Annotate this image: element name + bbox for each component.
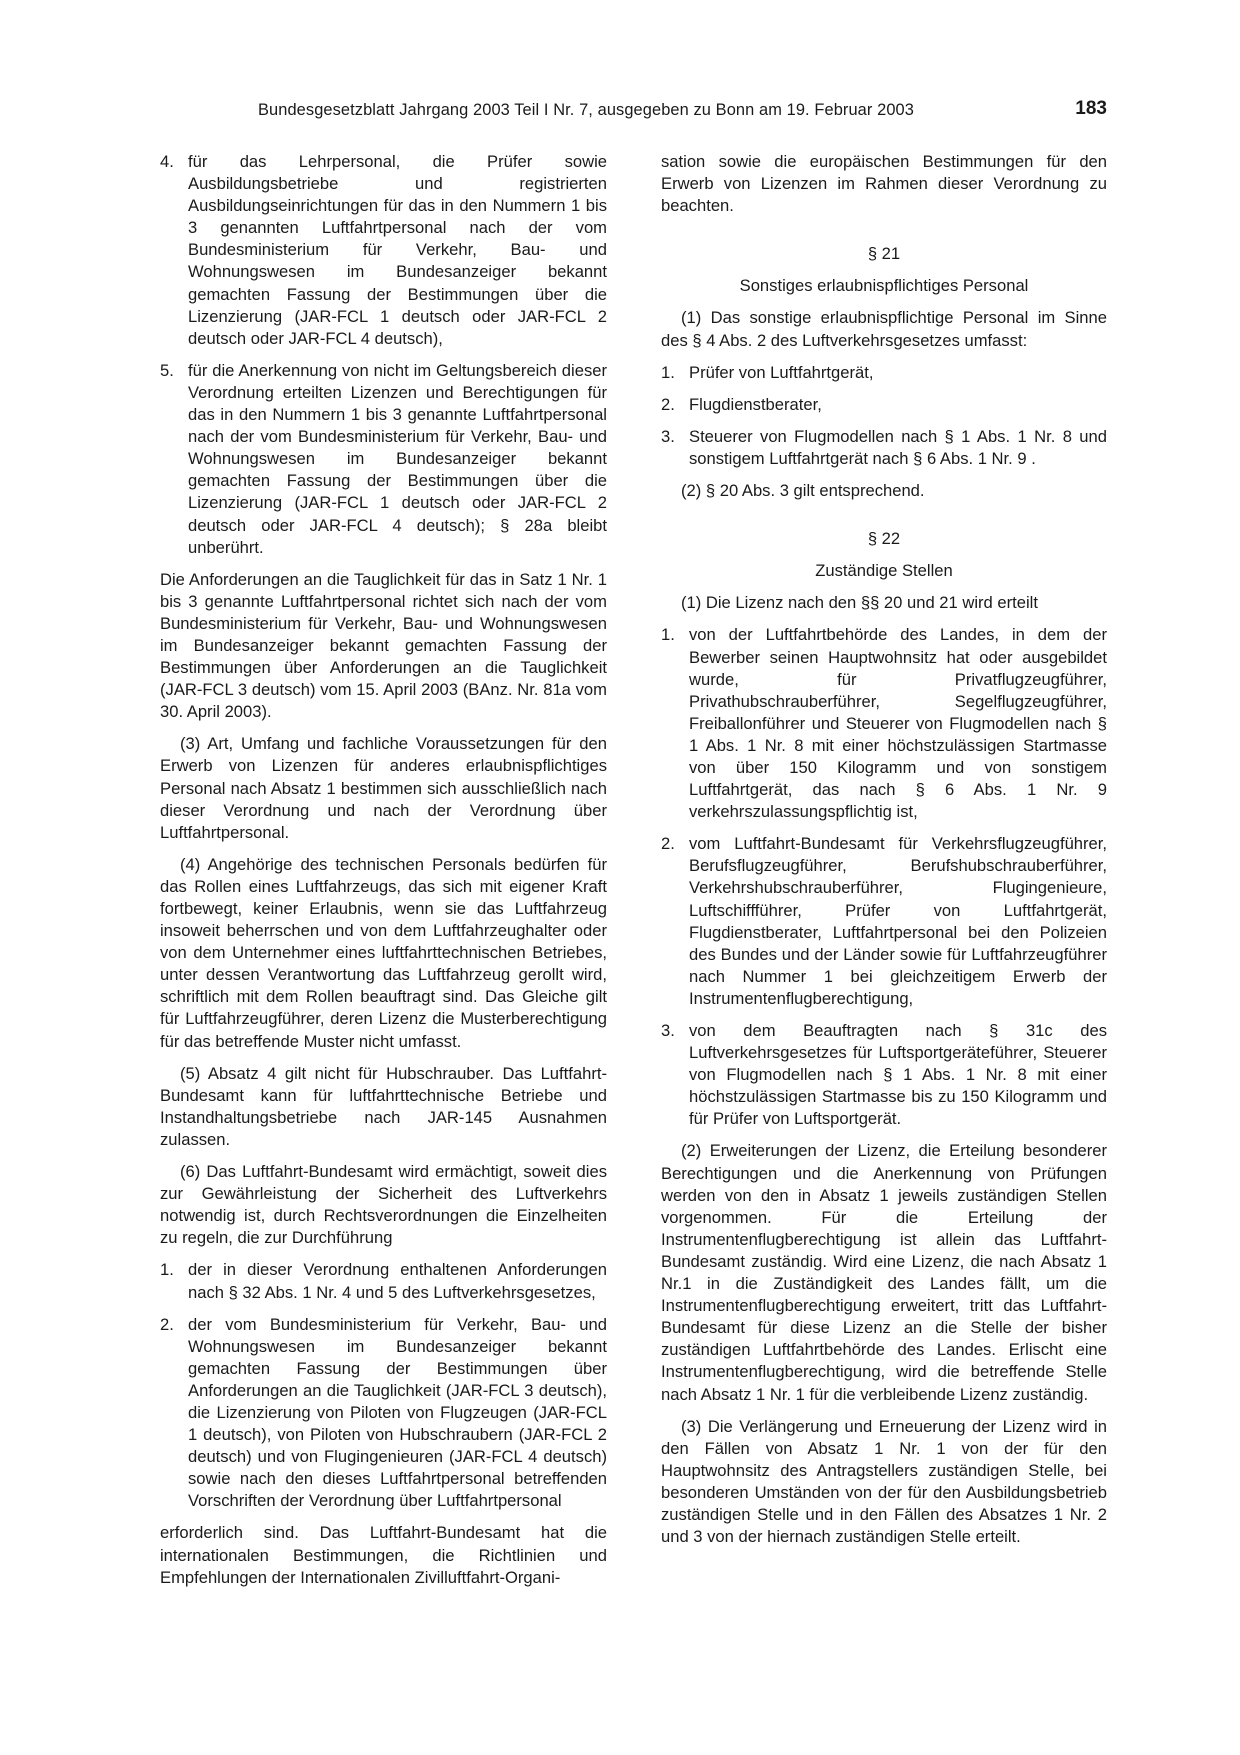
paragraph-erforderlich: erforderlich sind. Das Luftfahrt-Bundesamt hat die internationalen Bestimmungen, die Richtlinien und Empfehlungen der Internationalen Zivilluftfahrt-Organi- (160, 1523, 607, 1587)
list-item-number: 5. (160, 360, 174, 380)
list-item (160, 151, 607, 350)
list-item-number: 3. (661, 1021, 675, 1040)
list-item-number: 2. (160, 1314, 174, 1334)
list-item-text: für das Lehrpersonal, die Prüfer sowie Ausbildungsbetriebe und registrierten Ausbildungseinrichtungen für das in den Nummern 1 bis 3 genannten Luftfahrtpersonal nach der vom Bundesministerium für Verkehr, Bau- und Wohnungswesen im Bundesanzeiger bekannt gemachten Fassung der Bestimmungen über die Lizenzierung (JAR-FCL 1 deutsch oder JAR-FCL 2 deutsch oder JAR-FCL 4 deutsch), (188, 152, 607, 348)
list-item-number: 4. (160, 152, 174, 171)
section-number-22: § 22 (867, 529, 901, 549)
list-item-text: der in dieser Verordnung enthaltenen Anforderungen nach § 32 Abs. 1 Nr. 4 und 5 des Luftverkehrsgesetzes, (188, 1260, 607, 1302)
section-22-paragraph-3: (3) Die Verlängerung und Erneuerung der Lizenz wird in den Fällen von Absatz 1 Nr. 1 von der für den Hauptwohnsitz des Antragstellers zuständigen Stelle, bei besonderen Umständen von der für den Ausbildungsbetrieb zuständigen Stelle und in den Fällen des Absatzes 1 Nr. 2 und 3 von der hiernach zuständigen Stelle erteilt. (661, 1416, 1107, 1547)
section-title-22: Zuständige Stellen (815, 561, 953, 581)
list-item-number: 1. (661, 625, 675, 645)
list-item-number: 3. (661, 426, 675, 446)
section-22-paragraph-2: (2) Erweiterungen der Lizenz, die Erteilung besonderer Berechtigungen und die Anerkennung von Prüfungen werden von den in Absatz 1 jeweils zuständigen Stellen vorgenommen. Für die Erteilung der Instrumentenflugberechtigung ist allein das Luftfahrt-Bundesamt zuständig. Wird eine Lizenz, die nach Absatz 1 Nr.1 in die Zuständigkeit des Landes fällt, um die Instrumentenflugberechtigung erweitert, tritt das Luftfahrt-Bundesamt für diese Lizenz an die Stelle der bisher zuständigen Luftfahrtbehörde des Landes. Erlischt eine Instrumentenflugberechtigung, wird die betreffende Stelle nach Absatz 1 Nr. 1 für die verbleibende Lizenz zuständig. (661, 1141, 1107, 1404)
list-item (661, 362, 1107, 384)
section-21-paragraph-2: (2) § 20 Abs. 3 gilt entsprechend. (681, 481, 925, 501)
list-item-text: Prüfer von Luftfahrtgerät, (689, 362, 874, 382)
list-item (661, 624, 1107, 823)
list-item-number: 2. (661, 834, 675, 854)
list-item-number: 1. (160, 1260, 174, 1280)
paragraph-continued: sation sowie die europäischen Bestimmungen für den Erwerb von Lizenzen im Rahmen dieser Verordnung zu beachten. (661, 152, 1107, 216)
paragraph-5: (5) Absatz 4 gilt nicht für Hubschrauber. Das Luftfahrt-Bundesamt kann für luftfahrttechnische Betriebe und Instandhaltungsbetriebe nach JAR-145 Ausnahmen zulassen. (160, 1063, 607, 1149)
paragraph-6: (6) Das Luftfahrt-Bundesamt wird ermächtigt, soweit dies zur Gewährleistung der Sicherheit des Luftverkehrs notwendig ist, durch Rechtsverordnungen die Einzelheiten zu regeln, die zur Durchführung (160, 1162, 607, 1248)
right-column (661, 151, 1107, 1558)
list-item (160, 1314, 607, 1513)
list-item-text: Steuerer von Flugmodellen nach § 1 Abs. 1 Nr. 8 und sonstigem Luftfahrtgerät nach § 6 Abs. 1 Nr. 9 . (689, 426, 1107, 468)
section-21-paragraph-1: (1) Das sonstige erlaubnispflichtige Personal im Sinne des § 4 Abs. 2 des Luftverkehrsgesetzes umfasst: (661, 308, 1107, 350)
list-item (661, 394, 1107, 416)
paragraph-3: (3) Art, Umfang und fachliche Voraussetzungen für den Erwerb von Lizenzen für anderes erlaubnispflichtiges Personal nach Absatz 1 bestimmen sich ausschließlich nach dieser Verordnung und nach der Verordnung über Luftfahrtpersonal. (160, 734, 607, 842)
list-item-number: 1. (661, 362, 675, 382)
paragraph-tauglichkeit: Die Anforderungen an die Tauglichkeit für das in Satz 1 Nr. 1 bis 3 genannte Luftfahrtpersonal richtet sich nach der vom Bundesministerium für Verkehr, Bau- und Wohnungswesen im Bundesanzeiger bekannt gemachten Fassung der Bestimmungen über Anforderungen an die Tauglichkeit (JAR-FCL 3 deutsch) vom 15. April 2003 (BAnz. Nr. 81a vom 30. April 2003). (160, 569, 607, 722)
list-item (661, 426, 1107, 470)
section-title-21: Sonstiges erlaubnispflichtiges Personal (739, 276, 1029, 296)
running-head: Bundesgesetzblatt Jahrgang 2003 Teil I Nr. 7, ausgegeben zu Bonn am 19. Februar 2003 (258, 101, 914, 119)
list-item-text: von der Luftfahrtbehörde des Landes, in dem der Bewerber seinen Hauptwohnsitz hat oder ausgebildet wurde, für Privatflugzeugführer, Privathubschrauberführer, Segelflugzeugführer, Freiballonführer und Steuerer von Flugmodellen nach § 1 Abs. 1 Nr. 8 mit einer höchstzulässigen Startmasse von über 150 Kilogramm und von sonstigem Luftfahrtgerät, das nach § 6 Abs. 1 Nr. 9 verkehrszulassungspflichtig ist, (689, 625, 1107, 822)
list-item-text: für die Anerkennung von nicht im Geltungsbereich dieser Verordnung erteilten Lizenzen und Berechtigungen für das in den Nummern 1 bis 3 genannte Luftfahrtpersonal nach der vom Bundesministerium für Verkehr, Bau- und Wohnungswesen im Bundesanzeiger bekannt gemachten Fassung der Bestimmungen über die Lizenzierung (JAR-FCL 1 deutsch oder JAR-FCL 2 deutsch oder JAR-FCL 4 deutsch); § 28a bleibt unberührt. (188, 360, 607, 557)
list-item (160, 1259, 607, 1303)
list-item-text: von dem Beauftragten nach § 31c des Luftverkehrsgesetzes für Luftsportgeräteführer, Steuerer von Flugmodellen nach § 1 Abs. 1 Nr. 8 mit einer höchstzulässigen Startmasse bis zu 150 Kilogramm und für Prüfer von Luftsportgerät. (689, 1021, 1107, 1129)
list-item-text: Flugdienstberater, (689, 394, 822, 414)
list-item-number: 2. (661, 394, 675, 414)
section-number-21: § 21 (867, 244, 901, 264)
list-item (160, 360, 607, 559)
list-item (661, 833, 1107, 1010)
left-column (160, 151, 607, 1599)
page-number: 183 (1075, 98, 1107, 119)
list-item-text: der vom Bundesministerium für Verkehr, Bau- und Wohnungswesen im Bundesanzeiger bekannt gemachten Fassung der Bestimmungen über Anforderungen an die Tauglichkeit (JAR-FCL 3 deutsch), die Lizenzierung von Piloten von Flugzeugen (JAR-FCL 1 deutsch), von Piloten von Hubschraubern (JAR-FCL 2 deutsch) und von Flugingenieuren (JAR-FCL 4 deutsch) sowie nach den dieses Luftfahrtpersonal betreffenden Vorschriften der Verordnung über Luftfahrtpersonal (188, 1314, 607, 1511)
page-header (258, 98, 1107, 124)
paragraph-4: (4) Angehörige des technischen Personals bedürfen für das Rollen eines Luftfahrzeugs, das sich mit eigener Kraft fortbewegt, keiner Erlaubnis, wenn sie das Luftfahrzeug insoweit beherrschen und von dem Luftfahrzeughalter oder von dem Unternehmer eines luftfahrttechnischen Betriebes, unter dessen Verantwortung das Luftfahrzeug gerollt wird, schriftlich mit dem Rollen beauftragt sind. Das Gleiche gilt für Luftfahrzeugführer, deren Lizenz die Musterberechtigung für das betreffende Muster nicht umfasst. (160, 854, 607, 1051)
list-item (661, 1020, 1107, 1130)
section-22-paragraph-1: (1) Die Lizenz nach den §§ 20 und 21 wird erteilt (681, 593, 1038, 613)
list-item-text: vom Luftfahrt-Bundesamt für Verkehrsflugzeugführer, Berufsflugzeugführer, Berufshubschrauberführer, Verkehrshubschrauberführer, Flugingenieure, Luftschiffführer, Prüfer von Luftfahrtgerät, Flugdienstberater, Luftfahrtpersonal bei den Polizeien des Bundes und der Länder sowie für Luftfahrzeugführer nach Nummer 1 bei gleichzeitigem Erwerb der Instrumentenflugberechtigung, (689, 834, 1107, 1008)
